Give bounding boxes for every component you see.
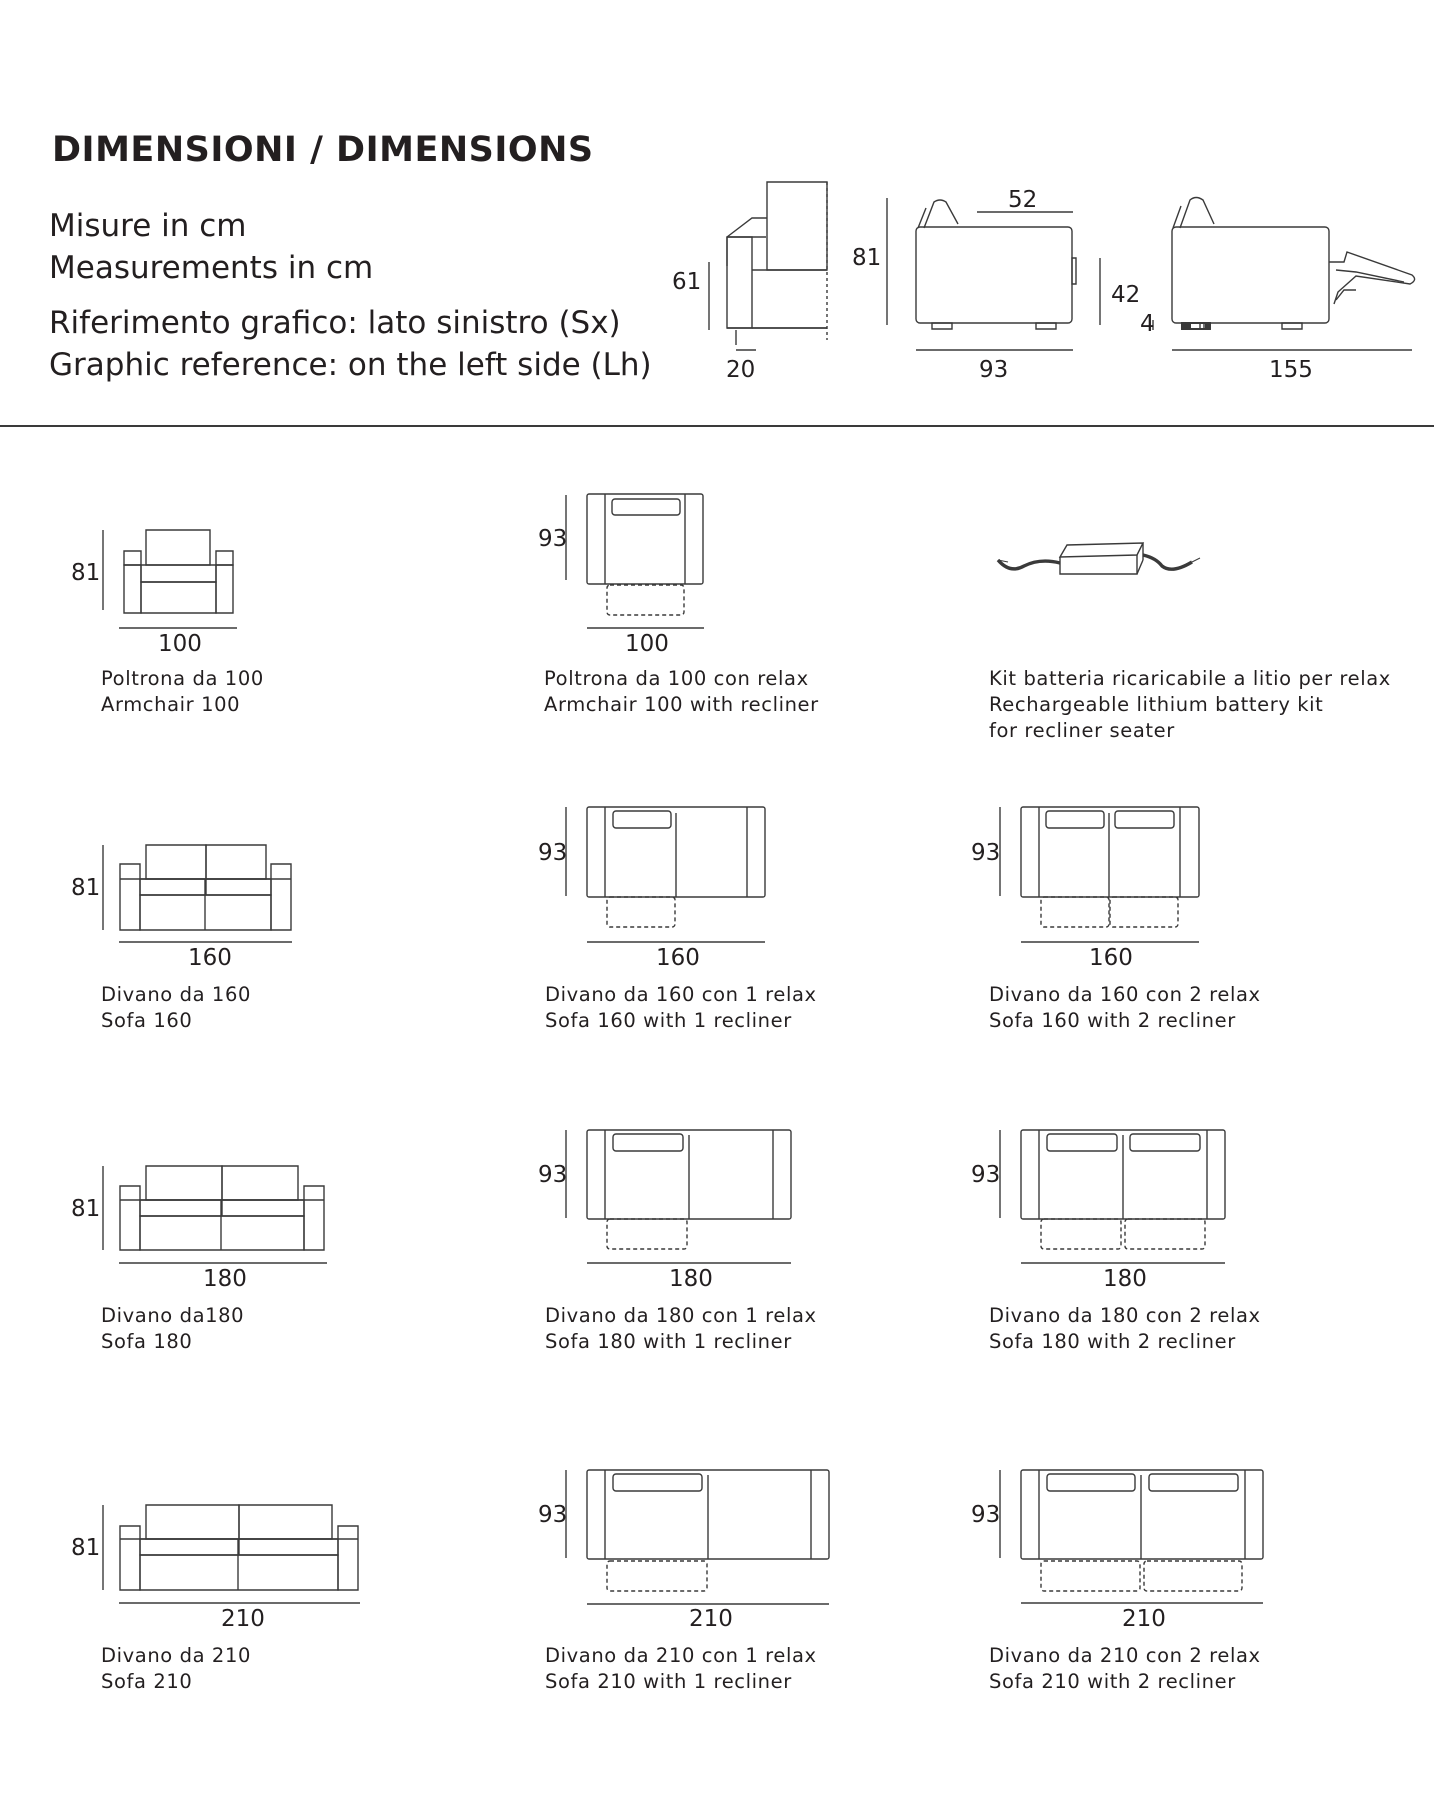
armchair-100-recliner-drawing <box>566 494 704 628</box>
product-caption <box>544 666 819 718</box>
product-name-en: Armchair 100 <box>101 693 241 716</box>
product-name-it: Divano da 160 con 2 relax <box>989 983 1261 1006</box>
product-caption <box>989 982 1261 1034</box>
armchair-100-drawing <box>103 530 237 628</box>
sofa-180-1-recliner-drawing <box>566 1130 791 1263</box>
product-name-it: Divano da 180 con 1 relax <box>545 1304 817 1327</box>
product-name-it: Divano da 180 con 2 relax <box>989 1304 1261 1327</box>
product-height: 81 <box>71 875 101 901</box>
product-width: 180 <box>1103 1266 1147 1292</box>
sofa-160-1-recliner-drawing <box>566 807 765 942</box>
product-width: 180 <box>669 1266 713 1292</box>
sofa-210-2-recliner-drawing <box>1000 1470 1263 1603</box>
sofa-160-drawing <box>103 845 292 942</box>
product-name-it: Kit batteria ricaricabile a litio per relax <box>989 667 1391 690</box>
product-height: 81 <box>71 1535 101 1561</box>
side-depth-label: 20 <box>726 357 756 383</box>
product-name-it: Poltrona da 100 con relax <box>544 667 809 690</box>
side-view-drawing <box>709 182 827 350</box>
product-caption <box>989 1303 1261 1355</box>
sofa-160-2-recliner-drawing <box>1000 807 1199 942</box>
product-width: 160 <box>188 945 232 971</box>
open-seat-height-label: 42 <box>1111 282 1141 308</box>
product-width: 210 <box>689 1606 733 1632</box>
product-caption <box>989 666 1391 744</box>
sofa-180-drawing <box>103 1166 327 1263</box>
intro-line-4: Graphic reference: on the left side (Lh) <box>49 347 652 383</box>
open-leg-label: 4 <box>1140 311 1155 337</box>
product-width: 100 <box>625 631 669 657</box>
product-caption <box>545 982 817 1034</box>
product-caption <box>101 666 264 718</box>
product-name-it: Divano da180 <box>101 1304 245 1327</box>
product-height: 93 <box>971 840 1001 866</box>
product-name-en: Sofa 210 with 2 recliner <box>989 1670 1236 1693</box>
product-width: 210 <box>221 1606 265 1632</box>
page-title: DIMENSIONI / DIMENSIONS <box>52 130 594 170</box>
product-name-en: Sofa 180 with 1 recliner <box>545 1330 792 1353</box>
product-name-it: Divano da 160 <box>101 983 251 1006</box>
open-width-label: 155 <box>1269 357 1313 383</box>
battery-kit-drawing <box>998 543 1200 574</box>
product-name-en: Sofa 160 with 2 recliner <box>989 1009 1236 1032</box>
section-divider <box>0 425 1434 427</box>
product-name-en-2: for recliner seater <box>989 719 1175 742</box>
product-name-en: Armchair 100 with recliner <box>544 693 819 716</box>
product-name-en: Sofa 180 <box>101 1330 193 1353</box>
side-height-label: 61 <box>672 269 702 295</box>
front-seat-depth-label: 52 <box>1008 187 1038 213</box>
product-name-it: Divano da 210 con 1 relax <box>545 1644 817 1667</box>
product-caption <box>101 1643 251 1695</box>
product-name-en: Sofa 160 with 1 recliner <box>545 1009 792 1032</box>
product-height: 93 <box>538 840 568 866</box>
product-height: 93 <box>538 1502 568 1528</box>
product-caption <box>545 1303 817 1355</box>
product-height: 93 <box>538 1162 568 1188</box>
product-caption <box>101 1303 244 1355</box>
intro-line-1: Misure in cm <box>49 208 247 244</box>
product-caption <box>101 982 251 1034</box>
product-width: 180 <box>203 1266 247 1292</box>
product-width: 100 <box>158 631 202 657</box>
product-name-en: Rechargeable lithium battery kit <box>989 693 1324 716</box>
product-name-en: Sofa 180 with 2 recliner <box>989 1330 1236 1353</box>
product-name-it: Poltrona da 100 <box>101 667 264 690</box>
product-width: 210 <box>1122 1606 1166 1632</box>
product-name-en: Sofa 210 with 1 recliner <box>545 1670 792 1693</box>
intro-line-2: Measurements in cm <box>49 250 374 286</box>
product-height: 93 <box>971 1502 1001 1528</box>
product-name-it: Divano da 210 <box>101 1644 251 1667</box>
product-height: 93 <box>971 1162 1001 1188</box>
product-height: 81 <box>71 560 101 586</box>
product-height: 81 <box>71 1196 101 1222</box>
product-name-en: Sofa 210 <box>101 1670 193 1693</box>
product-width: 160 <box>656 945 700 971</box>
product-caption <box>545 1643 817 1695</box>
product-height: 93 <box>538 526 568 552</box>
product-name-it: Divano da 210 con 2 relax <box>989 1644 1261 1667</box>
sofa-210-1-recliner-drawing <box>566 1470 829 1604</box>
sofa-180-2-recliner-drawing <box>1000 1130 1225 1263</box>
intro-line-3: Riferimento grafico: lato sinistro (Sx) <box>49 305 621 341</box>
front-width-label: 93 <box>979 357 1009 383</box>
product-name-en: Sofa 160 <box>101 1009 193 1032</box>
product-caption <box>989 1643 1261 1695</box>
sofa-210-drawing <box>103 1505 360 1603</box>
product-name-it: Divano da 160 con 1 relax <box>545 983 817 1006</box>
product-width: 160 <box>1089 945 1133 971</box>
front-height-label: 81 <box>852 245 882 271</box>
front-view-drawing <box>887 198 1076 350</box>
